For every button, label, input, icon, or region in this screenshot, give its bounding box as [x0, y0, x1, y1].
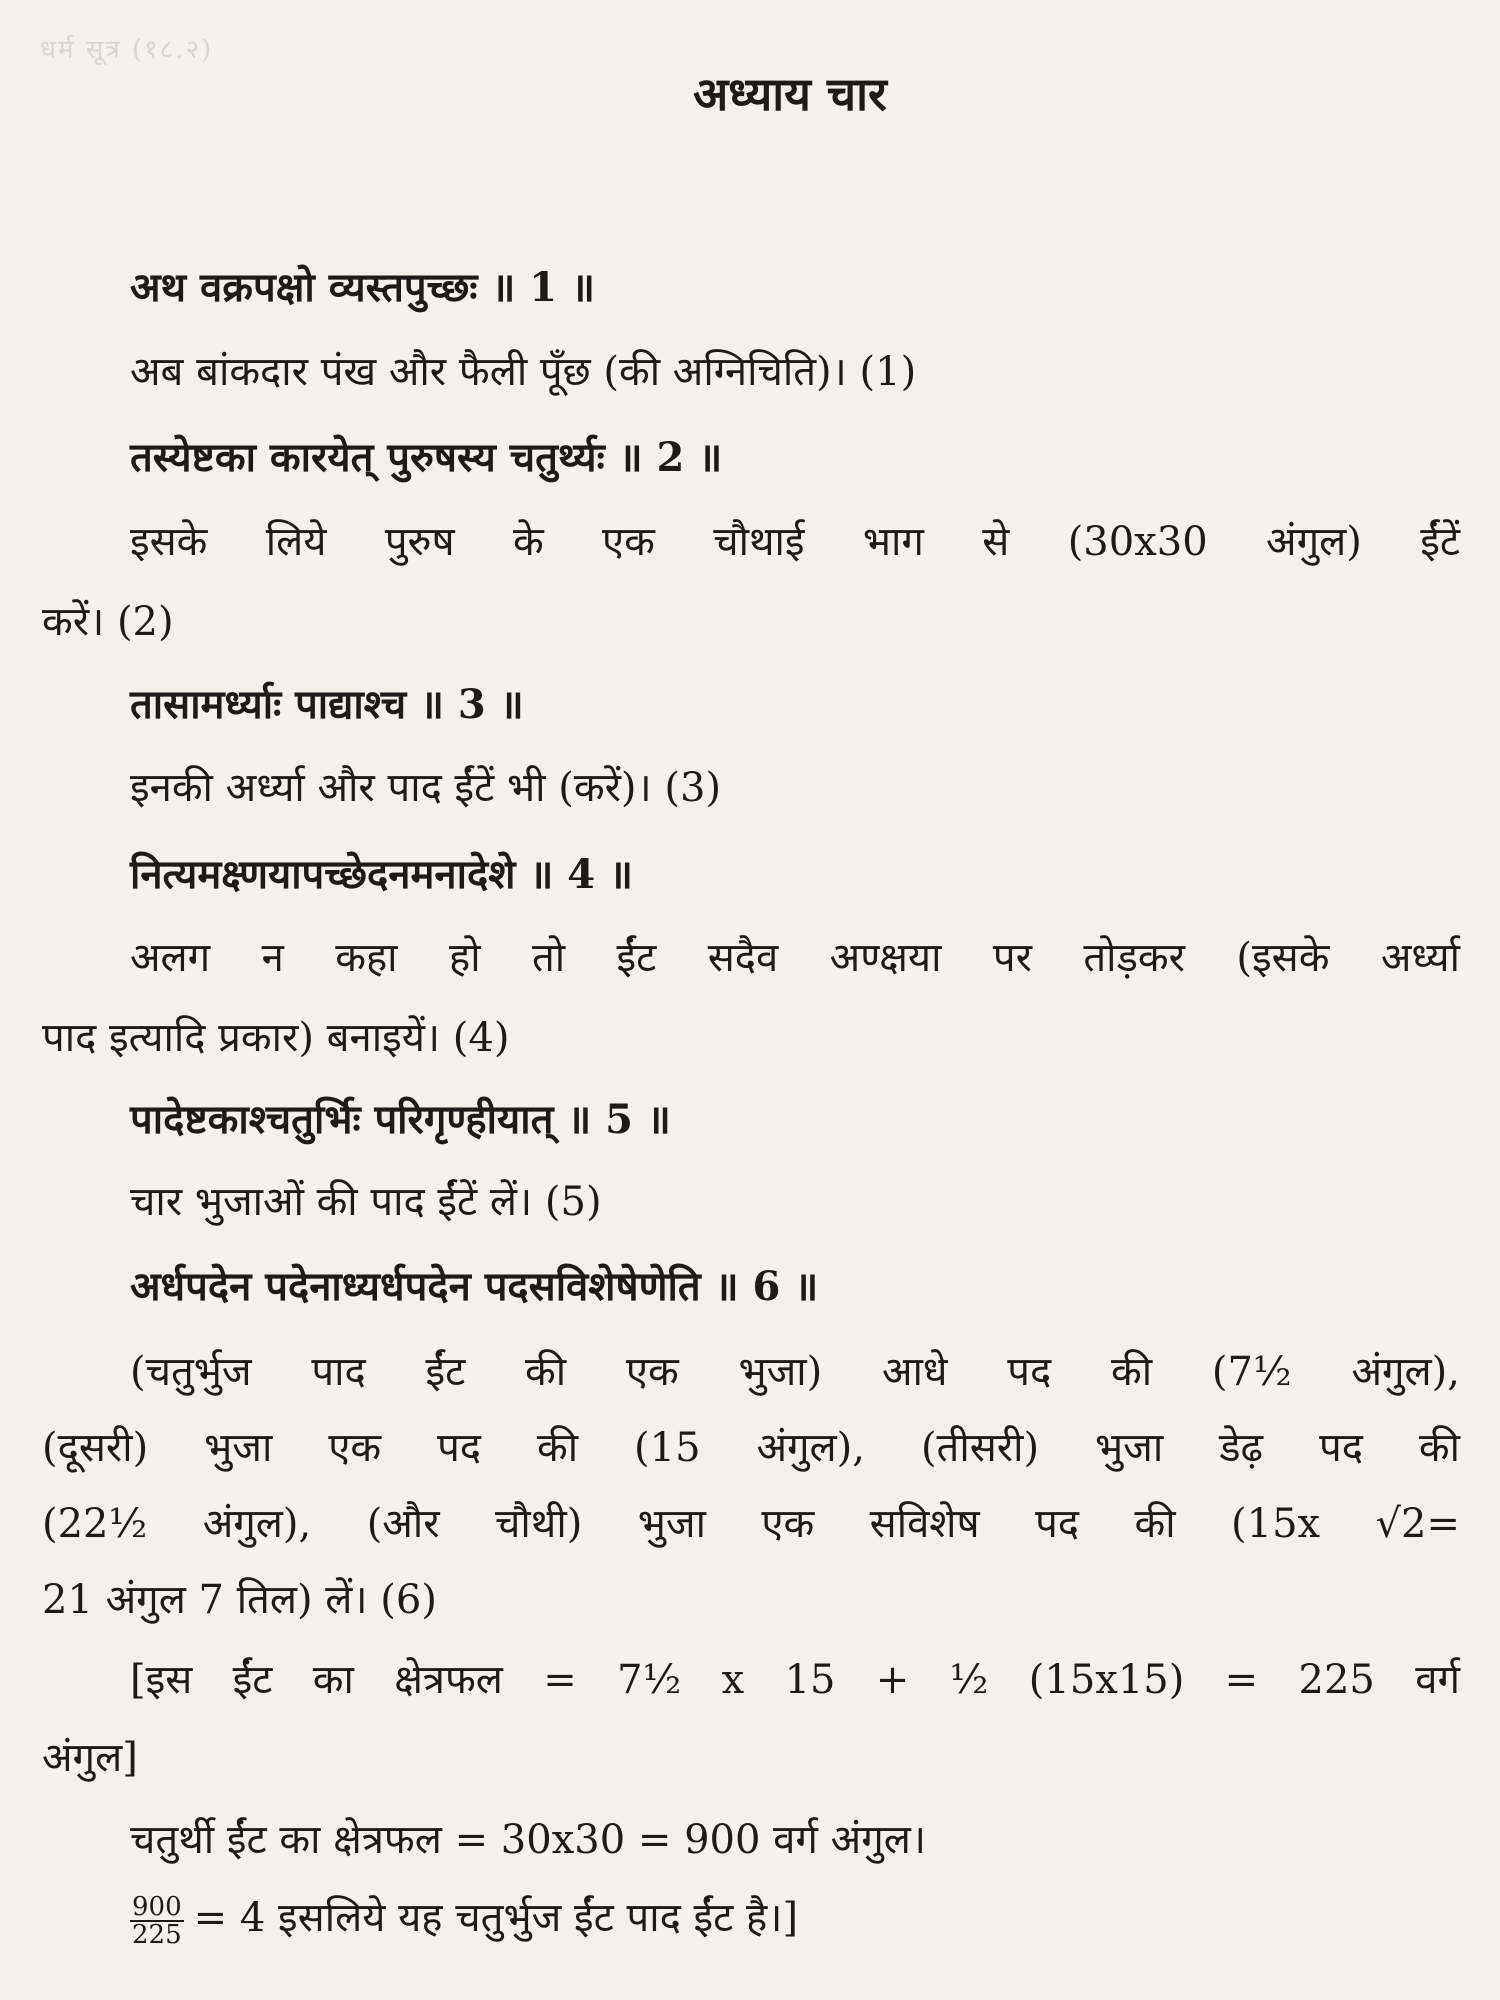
area-note-line-2: अंगुल] [42, 1735, 138, 1781]
ratio-line [130, 1888, 798, 1948]
translation-2-line-2: करें। (2) [42, 599, 174, 645]
translation-4-line-1: अलग न कहा हो तो ईंट सदैव अण्क्षया पर तोड़कर (इसके अर्ध्या [130, 935, 1460, 981]
area-note-line-1: [इस ईंट का क्षेत्रफल = 7½ x 15 + ½ (15x15) = 225 वर्ग [130, 1657, 1460, 1703]
translation-6-line-2: (दूसरी) भुजा एक पद की (15 अंगुल), (तीसरी) भुजा डेढ़ पद की [42, 1425, 1460, 1471]
fraction [130, 1894, 184, 1948]
translation-4-line-2: पाद इत्यादि प्रकार) बनाइयें। (4) [42, 1015, 510, 1061]
ratio-text: = 4 इसलिये यह चतुर्भुज ईंट पाद ईंट है।] [193, 1895, 799, 1941]
sutra-2: तस्येष्टका कारयेत् पुरुषस्य चतुर्थ्यः ॥ 2 ॥ [130, 434, 723, 481]
chapter-title: अध्याय चार [693, 67, 887, 121]
translation-2-line-1: इसके लिये पुरुष के एक चौथाई भाग से (30x30 अंगुल) ईंटें [130, 519, 1460, 565]
quarter-brick-area: चतुर्थी ईंट का क्षेत्रफल = 30x30 = 900 वर्ग अंगुल। [130, 1817, 927, 1863]
fraction-numerator: 900 [132, 1892, 182, 1922]
translation-6-line-4: 21 अंगुल 7 तिल) लें। (6) [42, 1577, 437, 1623]
bleed-through-header: धर्म सूत्र (१८.२) [40, 35, 214, 65]
translation-6-line-3: (22½ अंगुल), (और चौथी) भुजा एक सविशेष पद की (15x √2= [42, 1501, 1460, 1547]
translation-3: इनकी अर्ध्या और पाद ईंटें भी (करें)। (3) [130, 765, 722, 811]
translation-1: अब बांकदार पंख और फैली पूँछ (की अग्निचिति)। (1) [130, 349, 917, 395]
sutra-6: अर्धपदेन पदेनाध्यर्धपदेन पदसविशेषेणेति ॥ 6 ॥ [130, 1263, 819, 1310]
sutra-4: नित्यमक्ष्णयापच्छेदनमनादेशे ॥ 4 ॥ [130, 851, 633, 898]
sutra-5: पादेष्टकाश्चतुर्भिः परिगृण्हीयात् ॥ 5 ॥ [130, 1096, 671, 1143]
sutra-1: अथ वक्रपक्षो व्यस्तपुच्छः ॥ 1 ॥ [130, 264, 596, 311]
sutra-3: तासामर्ध्याः पाद्याश्च ॥ 3 ॥ [130, 681, 524, 728]
translation-6-line-1: (चतुर्भुज पाद ईंट की एक भुजा) आधे पद की (7½ अंगुल), [130, 1349, 1460, 1395]
fraction-denominator: 225 [132, 1920, 182, 1950]
translation-5: चार भुजाओं की पाद ईंटें लें। (5) [130, 1179, 602, 1225]
